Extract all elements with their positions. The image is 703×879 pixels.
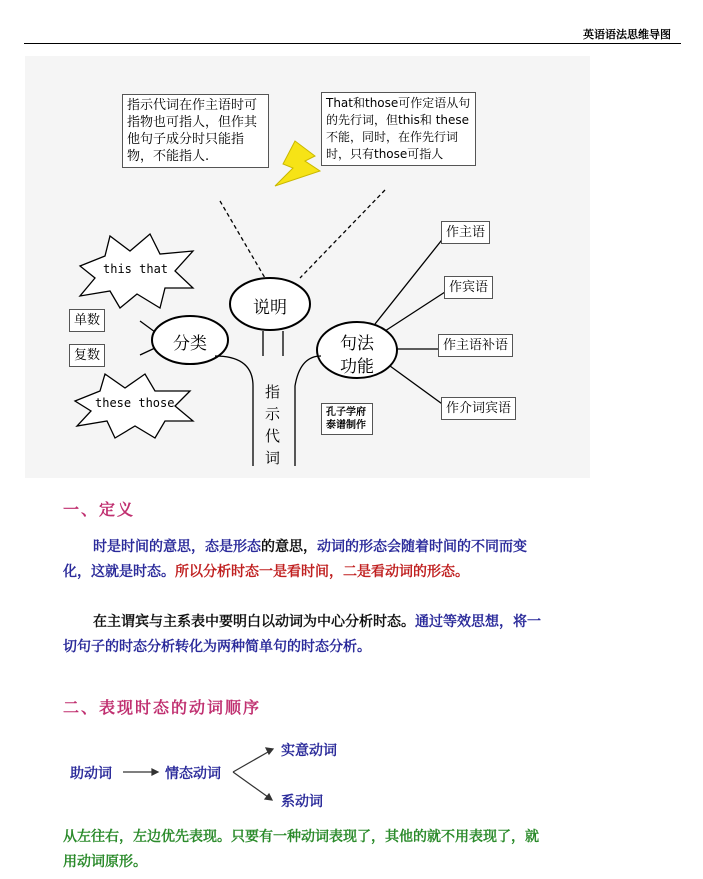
trunk-label: 指示代词 bbox=[265, 383, 281, 467]
flow-auxiliary: 助动词 bbox=[70, 766, 112, 782]
flow-notional: 实意动词 bbox=[281, 743, 337, 759]
text-span: 时是时间的意思， bbox=[93, 539, 205, 555]
note-left: 指示代词在作主语时可指物也可指人，但作其他句子成分时只能指物，不能指人. bbox=[122, 94, 269, 168]
text-span: 所以分析时态一是看时间，二是看动词的形态。 bbox=[175, 564, 469, 580]
burst-this-that: this that bbox=[103, 262, 169, 276]
function-complement: 作主语补语 bbox=[438, 334, 513, 357]
text-span: 通过等效思想，将一切句子的时态分析转化为两种简单句的时态分析。 bbox=[63, 614, 541, 655]
section1-title: 一、定义 bbox=[63, 500, 136, 519]
section2-note: 从左往右，左边优先表现。只要有一种动词表现了，其他的就不用表现了，就用动词原形。 bbox=[63, 829, 539, 870]
stamp: 孔子学府 泰谱制作 bbox=[321, 403, 373, 435]
note-right: That和those可作定语从句的先行词，但this和 these不能，同时，在作先行词时，只有those可指人 bbox=[321, 92, 476, 166]
text-span: 态是形态 bbox=[205, 539, 261, 555]
flow-linking: 系动词 bbox=[281, 794, 323, 810]
syntax-node-line2: 功能 bbox=[340, 357, 374, 377]
burst-these-those: these those bbox=[95, 396, 175, 410]
category-node: 分类 bbox=[173, 334, 207, 354]
text-span: 的意思， bbox=[261, 539, 317, 555]
section2-title: 二、表现时态的动词顺序 bbox=[63, 698, 262, 717]
header-title: 英语语法思维导图 bbox=[583, 28, 671, 41]
plural-box: 复数 bbox=[69, 344, 105, 367]
function-object: 作宾语 bbox=[444, 276, 493, 299]
center-node: 说明 bbox=[253, 298, 287, 318]
text-span: 动词的形态会随着时间的不同而变化，这就是时态。 bbox=[63, 539, 527, 580]
singular-box: 单数 bbox=[69, 309, 105, 332]
flow-modal: 情态动词 bbox=[165, 766, 221, 782]
function-subject: 作主语 bbox=[441, 221, 490, 244]
function-prep-object: 作介词宾语 bbox=[441, 397, 516, 420]
syntax-node-line1: 句法 bbox=[340, 334, 374, 354]
text-span: 在主谓宾与主系表中要明白以动词为中心分析时态。 bbox=[93, 614, 415, 630]
